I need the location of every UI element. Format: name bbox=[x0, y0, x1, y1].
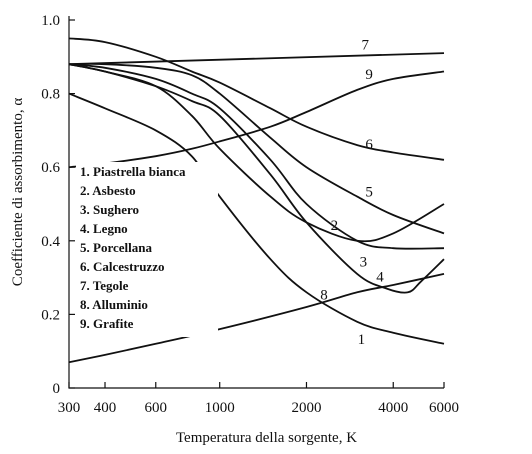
y-tick-label: 0.6 bbox=[41, 160, 60, 177]
y-tick-label: 1.0 bbox=[41, 13, 60, 29]
legend-item: 2. Asbesto bbox=[80, 183, 136, 198]
x-tick-label: 600 bbox=[144, 400, 168, 416]
series-4-label: 4 bbox=[376, 269, 384, 286]
series-7-label: 7 bbox=[361, 37, 370, 54]
series-2-label: 2 bbox=[330, 217, 339, 234]
legend-item: 3. Sughero bbox=[80, 202, 139, 217]
series-6-label: 6 bbox=[365, 136, 373, 153]
y-tick-label: 0.4 bbox=[41, 233, 60, 250]
series-5-label: 5 bbox=[365, 184, 373, 201]
legend-item: 8. Alluminio bbox=[80, 297, 148, 312]
x-axis-label: Temperatura della sorgente, K bbox=[175, 430, 358, 446]
y-tick-label: 0.8 bbox=[41, 86, 60, 103]
legend-item: 1. Piastrella bianca bbox=[80, 164, 186, 179]
x-tick-label: 6000 bbox=[429, 400, 459, 416]
x-tick-label: 4000 bbox=[378, 400, 409, 416]
series-9-label: 9 bbox=[365, 66, 373, 83]
series-3-label: 3 bbox=[359, 254, 368, 271]
series-7-line bbox=[69, 53, 444, 64]
y-axis-label: Coefficiente di assorbimento, α bbox=[10, 97, 26, 287]
y-tick-label: 0.2 bbox=[41, 307, 60, 324]
series-9-line bbox=[69, 72, 444, 168]
legend-item: 4. Legno bbox=[80, 221, 128, 236]
x-tick-label: 1000 bbox=[204, 400, 235, 416]
y-tick-label: 0 bbox=[52, 381, 60, 397]
x-tick-label: 300 bbox=[57, 400, 81, 416]
series-1-label: 1 bbox=[357, 331, 366, 348]
series-8-label: 8 bbox=[320, 287, 328, 304]
legend-item: 7. Tegole bbox=[80, 278, 129, 293]
x-tick-label: 400 bbox=[93, 400, 117, 416]
x-tick-label: 2000 bbox=[291, 400, 322, 416]
legend-item: 5. Porcellana bbox=[80, 240, 152, 255]
legend-item: 6. Calcestruzzo bbox=[80, 259, 165, 274]
legend-item: 9. Grafite bbox=[80, 316, 134, 331]
chart-legend bbox=[76, 162, 218, 337]
series-6-line bbox=[69, 38, 444, 159]
